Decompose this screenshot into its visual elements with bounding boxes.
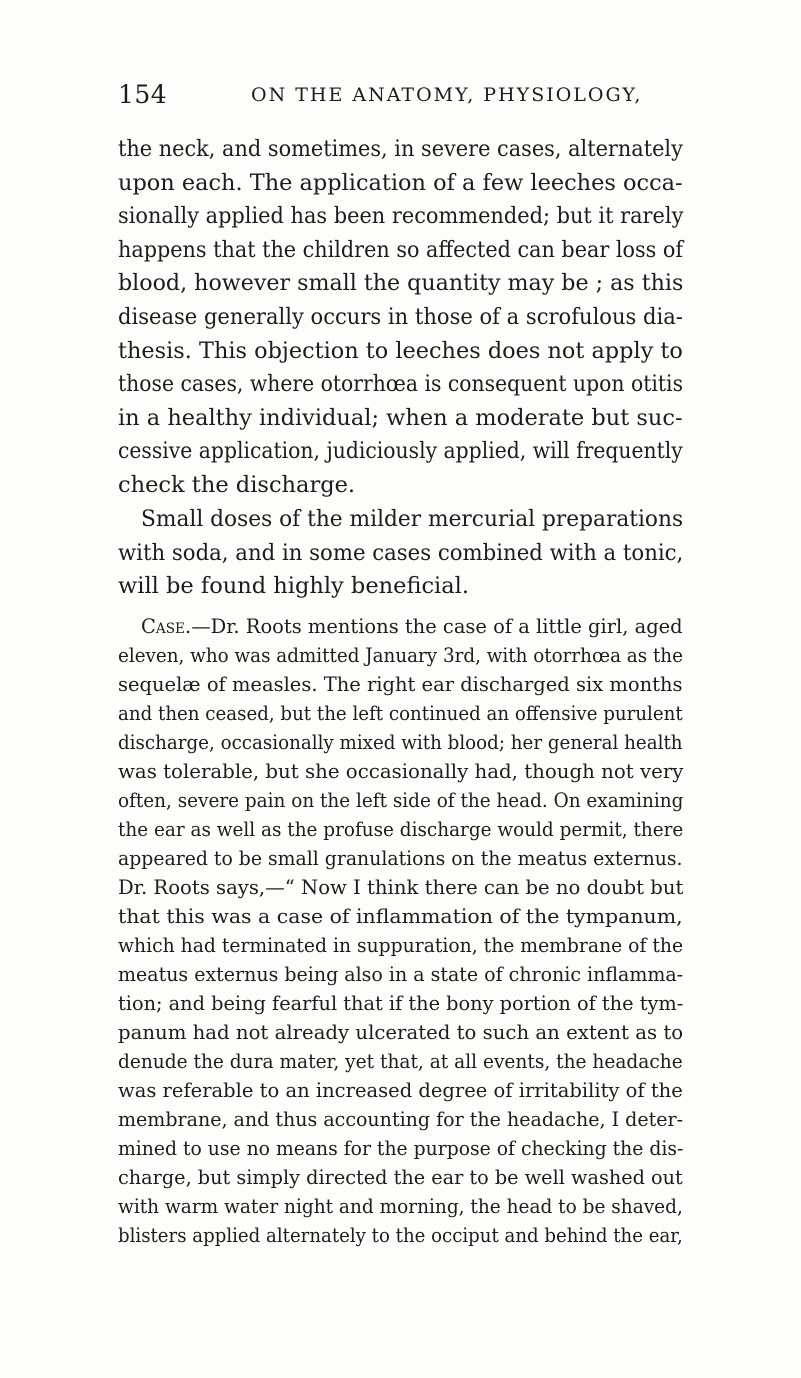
case-label: Case. [141,614,192,638]
text-line: will be found highly beneficial. [118,573,470,599]
case-text-line: sequelæ of measles. The right ear discharged six months [118,672,683,696]
text-line: disease generally occurs in those of a scrofulous dia- [118,304,683,330]
case-text-line: denude the dura mater, yet that, at all events, the headache [118,1049,683,1073]
case-text-line: meatus externus being also in a state of chronic inflamma- [118,962,684,986]
case-text-line: panum had not already ulcerated to such an extent as to [118,1020,684,1044]
text-line: blood, however small the quantity may be ; as this [118,270,684,296]
case-text-line: was referable to an increased degree of irritability of the [118,1078,683,1102]
case-text-line: Dr. Roots says,—“ Now I think there can be no doubt but [118,875,684,899]
running-head: ON THE ANATOMY, PHYSIOLOGY, [251,84,643,106]
text-line: check the discharge. [118,472,356,498]
case-text-line: with warm water night and morning, the head to be shaved, [118,1194,683,1218]
case-text-line: tion; and being fearful that if the bony portion of the tym- [118,991,684,1015]
case-text-line: blisters applied alternately to the occiput and behind the ear, [118,1223,683,1247]
case-text-line: discharge, occasionally mixed with blood; her general health [118,730,683,754]
page-number: 154 [118,80,168,109]
text-line: sionally applied has been recommended; but it rarely [118,203,684,229]
case-text-line: membrane, and thus accounting for the headache, I deter- [118,1107,684,1131]
case-text-line: the ear as well as the profuse discharge would permit, there [118,817,684,841]
case-text-line: Case.—Dr. Roots mentions the case of a little girl, aged [141,614,683,638]
text-line: happens that the children so affected can bear loss of [118,237,683,263]
text-line: in a healthy individual; when a moderate but suc- [118,405,683,431]
text-line: the neck, and sometimes, in severe cases, alternately [118,136,683,162]
page-header [118,80,678,120]
text-line: with soda, and in some cases combined with a tonic, [118,540,684,566]
case-text-line: eleven, who was admitted January 3rd, with otorrhœa as the [118,643,683,667]
case-text-line: and then ceased, but the left continued an offensive purulent [118,701,683,725]
case-text-line: charge, but simply directed the ear to be well washed out [118,1165,683,1189]
text-line: thesis. This objection to leeches does not apply to [118,338,683,364]
text-line: upon each. The application of a few leeches occa- [118,170,683,196]
text-line: cessive application, judiciously applied, will frequently [118,438,683,464]
case-text-line: which had terminated in suppuration, the membrane of the [118,933,684,957]
text-line: Small doses of the milder mercurial preparations [141,506,684,532]
text-line: those cases, where otorrhœa is consequent upon otitis [118,371,684,397]
case-text-line: mined to use no means for the purpose of checking the dis- [118,1136,684,1160]
case-text-line: often, severe pain on the left side of the head. On examining [118,788,684,812]
case-text-line: that this was a case of inflammation of the tympanum, [118,904,683,928]
case-text-line: appeared to be small granulations on the meatus externus. [118,846,683,870]
case-text-line: was tolerable, but she occasionally had, though not very [118,759,684,783]
